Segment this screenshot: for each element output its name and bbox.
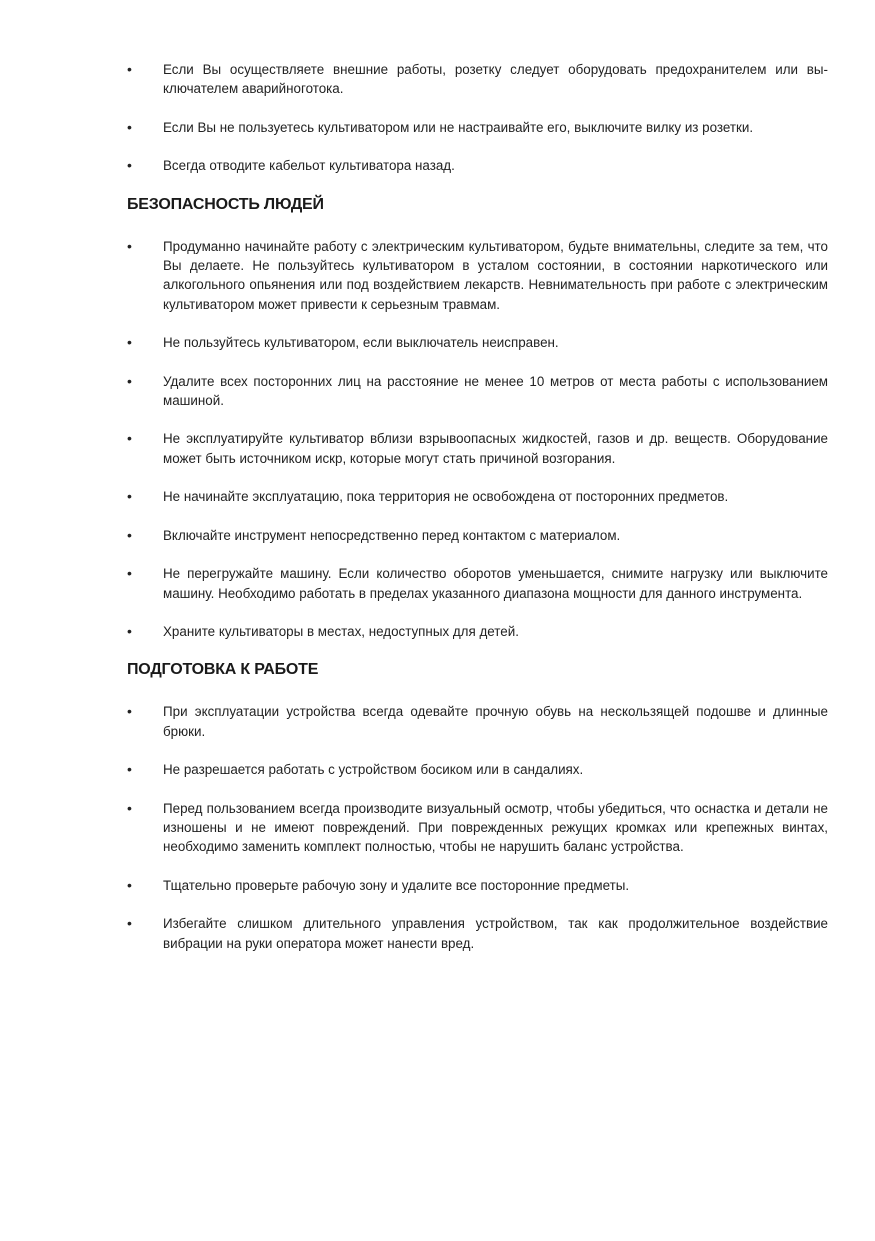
list-item: • Тщательно проверьте рабочую зону и удалите все посторонние предметы. <box>127 876 828 895</box>
intro-list <box>127 60 828 176</box>
list-item: • Не эксплуатируйте культиватор вблизи взрывоопасных жидкостей, газов и др. веществ. Оборудование может быть источником искр, которые могут стать причиной возгорания. <box>127 429 828 468</box>
list-item: • Если Вы не пользуетесь культиватором или не настраивайте его, выключите вилку из розетки. <box>127 118 828 137</box>
list-item: • Включайте инструмент непосредственно перед контактом с материалом. <box>127 526 828 545</box>
list-item: • Удалите всех посторонних лиц на расстояние не менее 10 метров от места работы с использованием машиной. <box>127 372 828 411</box>
list-item: • Не начинайте эксплуатацию, пока территория не освобождена от посторонних предметов. <box>127 487 828 506</box>
page-content <box>127 60 828 972</box>
preparation-list <box>127 702 828 953</box>
people-safety-list <box>127 237 828 642</box>
list-item: • Продуманно начинайте работу с электрическим культиватором, будьте внимательны, следите за тем, что Вы делаете. Не пользуйтесь культиватором в усталом состоянии, в состоянии наркотического или алкогольного опьянения или под воздействием лекарств. Невнимательность при работе с электрическим культиватором может привести к серьезным травмам. <box>127 237 828 315</box>
list-item: • Избегайте слишком длительного управления устройством, так как продолжительное воздействие вибрации на руки оператора может нанести вред. <box>127 914 828 953</box>
list-item: • Всегда отводите кабельот культиватора назад. <box>127 156 828 175</box>
list-item: • Не пользуйтесь культиватором, если выключатель неисправен. <box>127 333 828 352</box>
list-item: • Храните культиваторы в местах, недоступных для детей. <box>127 622 828 641</box>
list-item: • Не перегружайте машину. Если количество оборотов уменьшается, снимите нагрузку или выключите машину. Необходимо работать в пределах указанного диапазона мощности для данного инструмента. <box>127 564 828 603</box>
list-item: • Если Вы осуществляете внешние работы, розетку следует оборудовать предохранителем или выключателем аварийноготока. <box>127 60 828 99</box>
list-item: • Не разрешается работать с устройством босиком или в сандалиях. <box>127 760 828 779</box>
list-item: • При эксплуатации устройства всегда одевайте прочную обувь на нескользящей подошве и длинные брюки. <box>127 702 828 741</box>
list-item: • Перед пользованием всегда производите визуальный осмотр, чтобы убедиться, что оснастка и детали не изношены и не имеют повреждений. При поврежденных режущих кромках или крепежных винтах, необходимо заменить комплект полностью, чтобы не нарушить баланс устройства. <box>127 799 828 857</box>
section-title-people-safety: БЕЗОПАСНОСТЬ ЛЮДЕЙ <box>127 195 324 213</box>
section-title-preparation: ПОДГОТОВКА К РАБОТЕ <box>127 661 319 679</box>
